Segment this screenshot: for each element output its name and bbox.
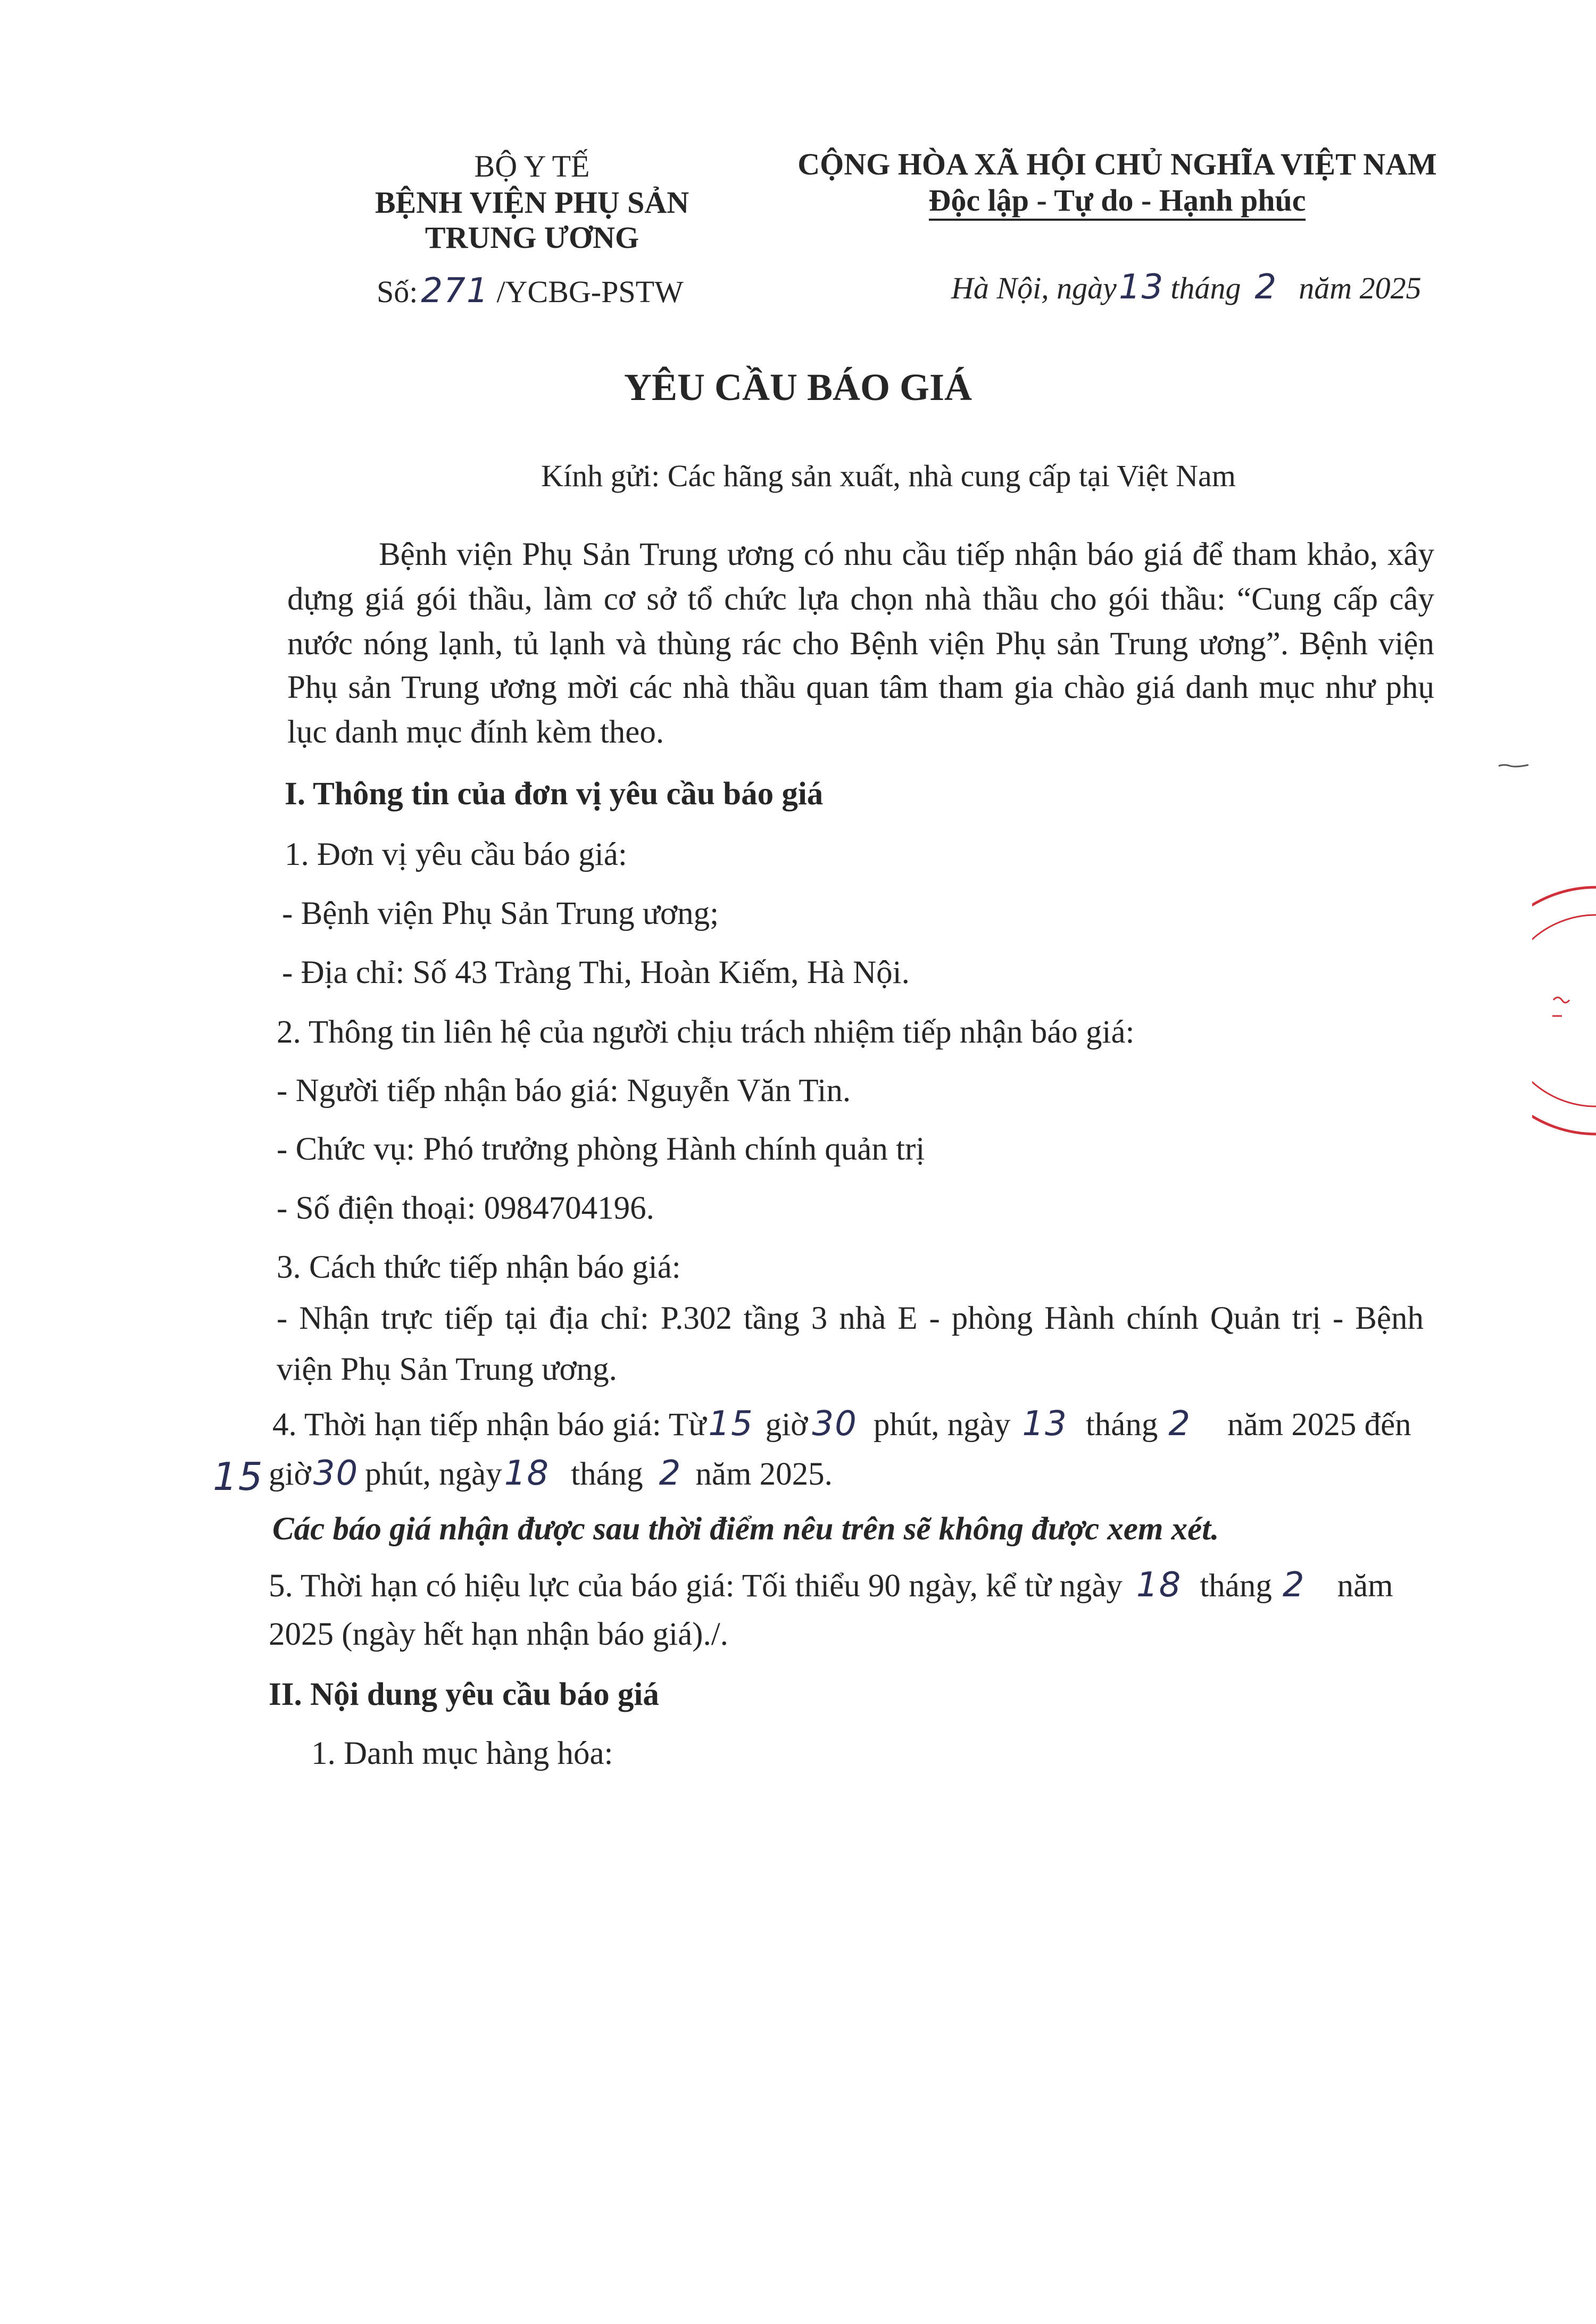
section-1-item-5-line-2: 2025 (ngày hết hạn nhận báo giá)./. (269, 1617, 728, 1652)
document-title: YÊU CẦU BÁO GIÁ (624, 366, 972, 409)
validity-day-handwritten: 18 (1136, 1565, 1182, 1605)
stamp-partial (1532, 883, 1596, 1138)
section-2-item-1: 1. Danh mục hàng hóa: (311, 1736, 613, 1771)
to-day-handwritten: 18 (504, 1454, 550, 1493)
hospital-name-line2: TRUNG ƯƠNG (425, 220, 639, 255)
intro-line-2: dựng giá gói thầu, làm cơ sở tổ chức lựa chọn nhà thầu cho gói thầu: “Cung cấp cây (287, 581, 1434, 617)
from-year: năm 2025 đến (1227, 1407, 1411, 1443)
validity-month-handwritten: 2 (1282, 1565, 1306, 1605)
date-prefix: Hà Nội, ngày (951, 271, 1117, 305)
document-number-prefix: Số: (377, 274, 418, 309)
date-year: năm 2025 (1299, 271, 1422, 305)
method-line-2: viện Phụ Sản Trung ương. (277, 1352, 617, 1387)
section-1-item-4-line-1 (272, 1404, 1411, 1444)
date-day-handwritten: 13 (1118, 268, 1165, 307)
from-minute-label: phút, ngày (873, 1407, 1011, 1443)
ministry-name: BỘ Y TẾ (474, 149, 590, 184)
receiver-name: - Người tiếp nhận báo giá: Nguyễn Văn Tin. (277, 1073, 851, 1109)
document-number (377, 271, 684, 311)
to-month-label: tháng (571, 1456, 643, 1492)
intro-line-1: Bệnh viện Phụ Sản Trung ương có nhu cầu tiếp nhận báo giá để tham khảo, xây (379, 537, 1434, 572)
stray-mark (1498, 761, 1530, 771)
intro-line-3: nước nóng lạnh, tủ lạnh và thùng rác cho Bệnh viện Phụ sản Trung ương”. Bệnh viện (287, 626, 1434, 662)
from-hour-handwritten: 15 (708, 1404, 754, 1444)
to-hour-label: giờ (269, 1456, 311, 1492)
validity-year-label: năm (1337, 1568, 1393, 1604)
from-hour-label: giờ (765, 1407, 808, 1443)
deadline-prefix: 4. Thời hạn tiếp nhận báo giá: Từ (272, 1407, 706, 1443)
late-submission-note: Các báo giá nhận được sau thời điểm nêu trên sẽ không được xem xét. (272, 1511, 1219, 1547)
section-2-heading: II. Nội dung yêu cầu báo giá (269, 1677, 659, 1712)
nation-name: CỘNG HÒA XÃ HỘI CHỦ NGHĨA VIỆT NAM (797, 147, 1437, 181)
national-motto: Độc lập - Tự do - Hạnh phúc (929, 183, 1306, 221)
date-month-label: tháng (1170, 271, 1241, 305)
validity-prefix: 5. Thời hạn có hiệu lực của báo giá: Tối thiểu 90 ngày, kể từ ngày (269, 1568, 1123, 1604)
national-motto-wrap (787, 185, 1447, 216)
hospital-name-line1: BỆNH VIỆN PHỤ SẢN (375, 185, 689, 220)
to-minute-handwritten: 30 (313, 1454, 359, 1493)
place-date (951, 268, 1422, 307)
section-1-item-5-line-1 (269, 1565, 1393, 1605)
document-number-handwritten: 271 (421, 271, 489, 311)
to-minute-label: phút, ngày (365, 1456, 502, 1492)
method-line-1: - Nhận trực tiếp tại địa chỉ: P.302 tầng 3 nhà E - phòng Hành chính Quản trị - Bệnh (277, 1301, 1424, 1336)
section-1-item-4-line-2 (269, 1454, 833, 1493)
from-day-handwritten: 13 (1022, 1404, 1068, 1444)
section-1-item-1: 1. Đơn vị yêu cầu báo giá: (285, 837, 627, 872)
intro-line-5: lục danh mục đính kèm theo. (287, 714, 664, 750)
document-number-suffix: /YCBG-PSTW (496, 274, 684, 309)
to-year: năm 2025. (695, 1456, 833, 1492)
receiver-phone: - Số điện thoại: 0984704196. (277, 1190, 654, 1226)
unit-address: - Địa chỉ: Số 43 Tràng Thi, Hoàn Kiếm, Hà Nội. (282, 955, 910, 990)
from-month-handwritten: 2 (1168, 1404, 1192, 1444)
from-month-label: tháng (1085, 1407, 1158, 1443)
to-hour-handwritten-margin: 15 (213, 1454, 264, 1499)
recipient-line: Kính gửi: Các hãng sản xuất, nhà cung cấp tại Việt Nam (541, 459, 1236, 493)
section-1-item-2: 2. Thông tin liên hệ của người chịu trách nhiệm tiếp nhận báo giá: (277, 1014, 1135, 1050)
date-month-handwritten: 2 (1254, 268, 1278, 307)
receiver-position: - Chức vụ: Phó trưởng phòng Hành chính quản trị (277, 1131, 925, 1167)
section-1-item-3: 3. Cách thức tiếp nhận báo giá: (277, 1250, 681, 1285)
to-month-handwritten: 2 (659, 1454, 682, 1493)
validity-month-label: tháng (1200, 1568, 1272, 1604)
intro-line-4: Phụ sản Trung ương mời các nhà thầu quan tâm tham gia chào giá danh mục như phụ (287, 670, 1434, 705)
unit-name: - Bệnh viện Phụ Sản Trung ương; (282, 896, 719, 931)
from-minute-handwritten: 30 (812, 1404, 858, 1444)
section-1-heading: I. Thông tin của đơn vị yêu cầu báo giá (285, 776, 824, 812)
